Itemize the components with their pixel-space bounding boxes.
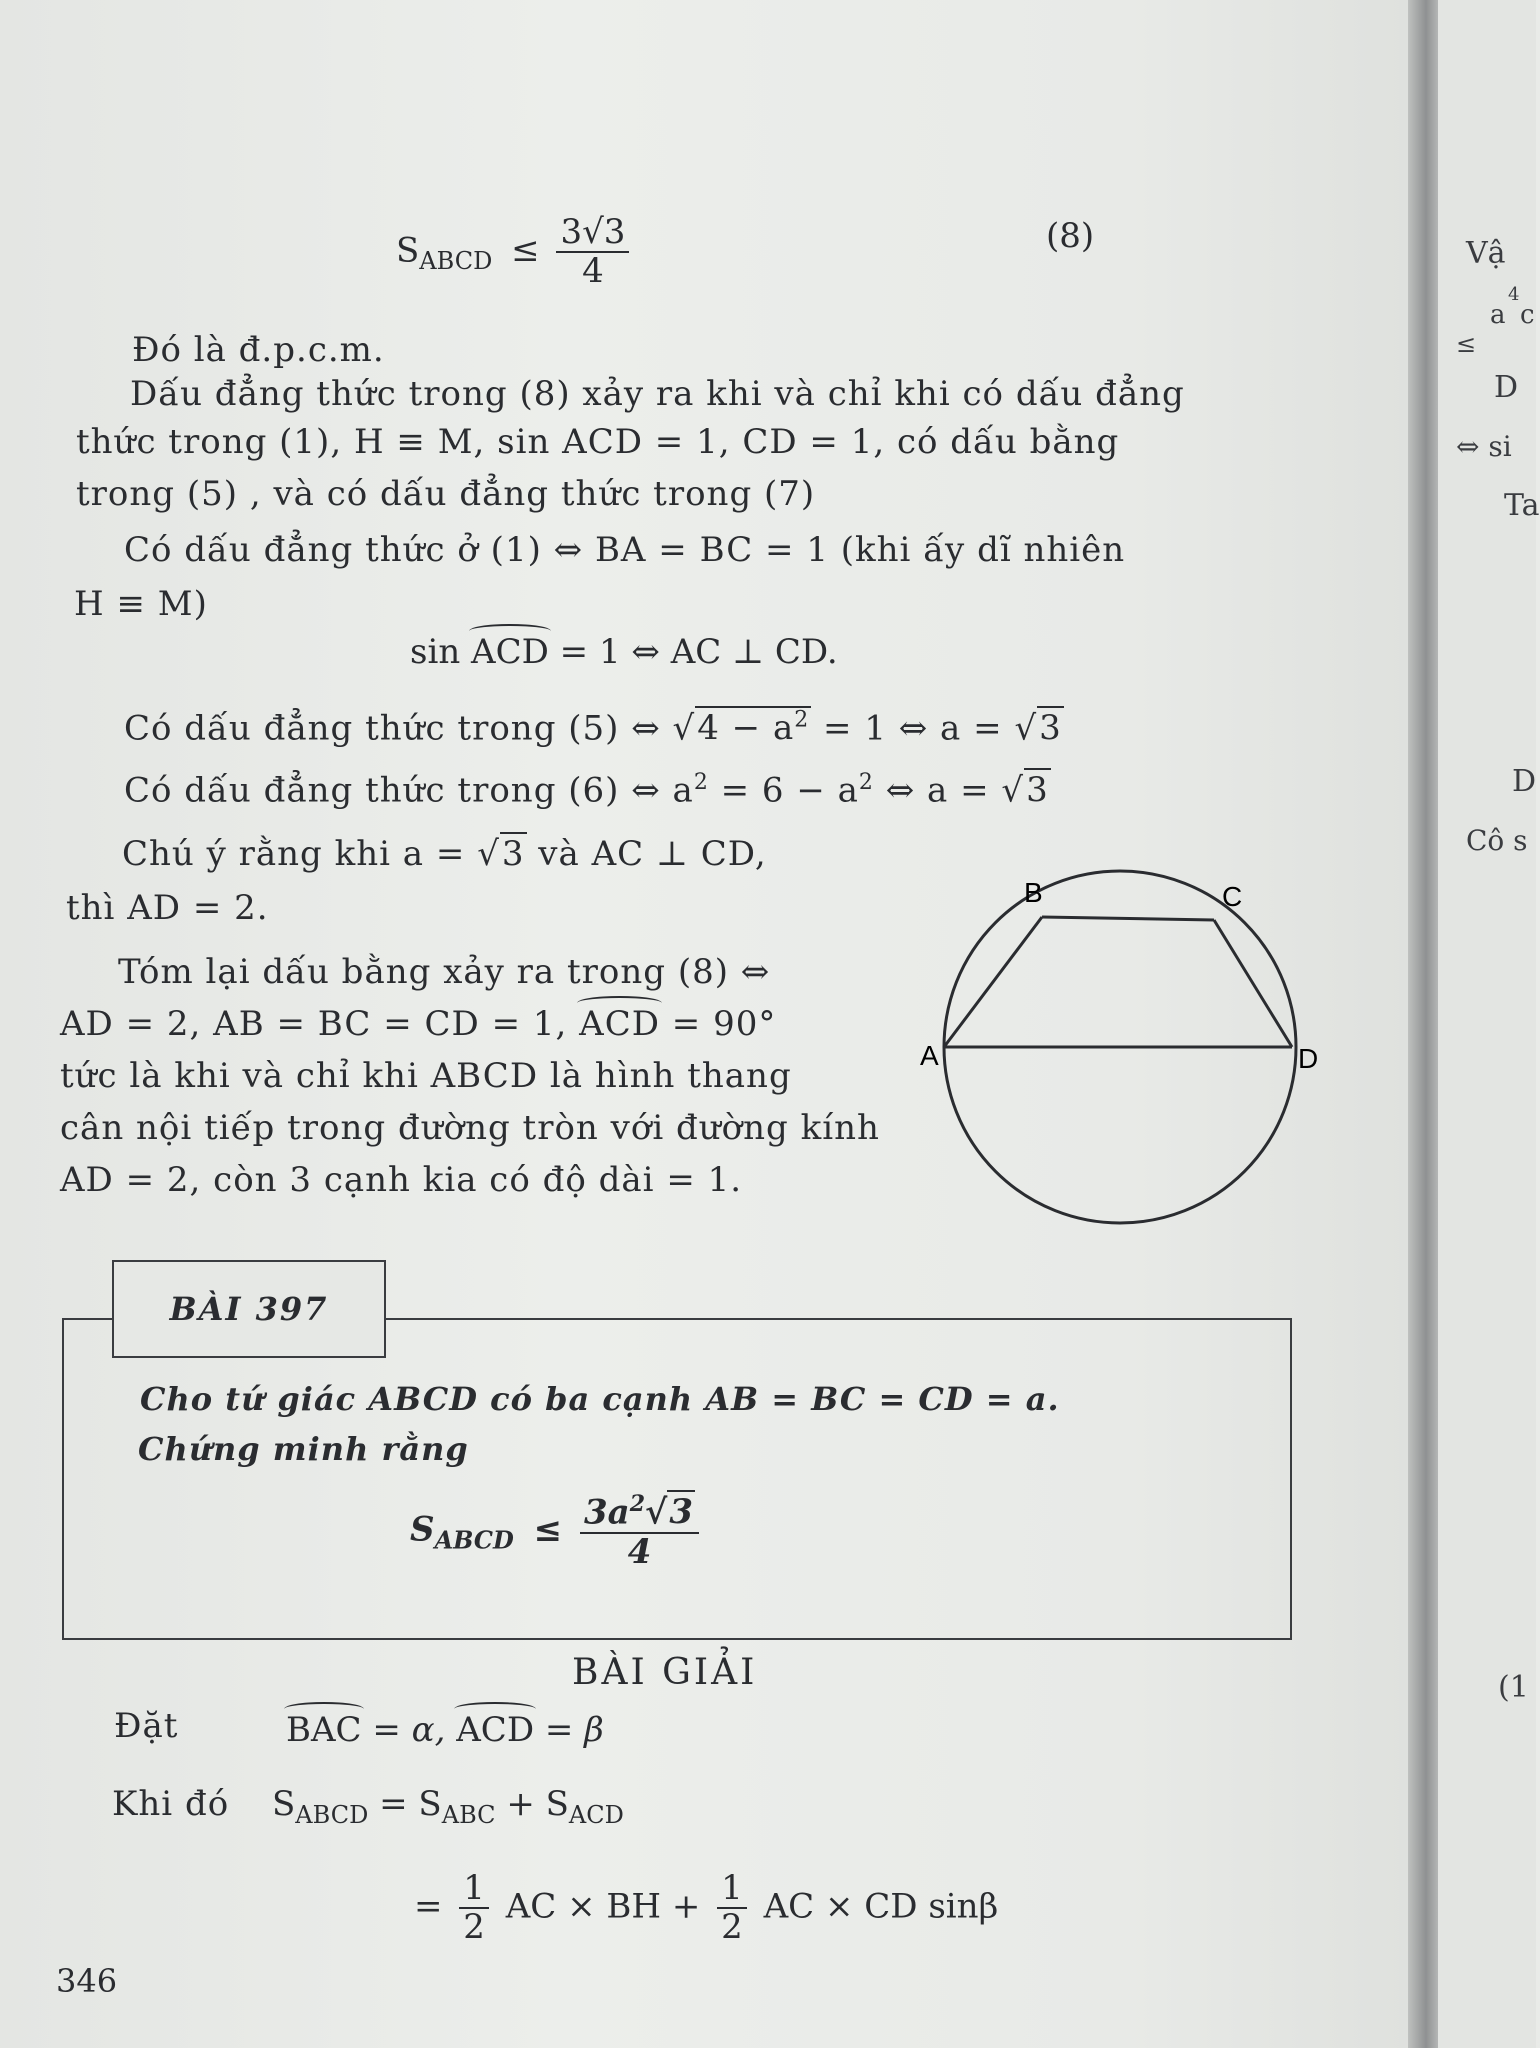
summary-line5: AD = 2, còn 3 cạnh kia có độ dài = 1. <box>60 1160 743 1200</box>
label-A: A <box>920 1040 939 1071</box>
trapezoid-circle-figure <box>920 870 1320 1220</box>
solution-heading: BÀI GIẢI <box>572 1652 758 1693</box>
next-page-fragment: ⇔ si <box>1456 430 1512 463</box>
next-page-fragment: D <box>1494 370 1519 405</box>
next-page-fragment: Ta <box>1504 488 1540 523</box>
page-number: 346 <box>56 1962 118 2000</box>
sin-equation: sin ACD = 1 ⇔ AC ⊥ CD. <box>410 632 838 672</box>
next-page-fragment: (1 <box>1498 1670 1529 1705</box>
label-C: C <box>1222 881 1243 912</box>
side-BC <box>1042 917 1214 920</box>
para1-line3: trong (5) , và có dấu đẳng thức trong (7) <box>76 474 816 514</box>
para1-line2: thức trong (1), H ≡ M, sin ACD = 1, CD = 1, có dấu bằng <box>76 422 1120 462</box>
dat-equation: BAC = α, ACD = β <box>286 1710 604 1750</box>
label-D: D <box>1298 1043 1319 1074</box>
line-note: Chú ý rằng khi a = √3 và AC ⊥ CD, <box>122 834 767 874</box>
next-page-fragment: ≤ <box>1456 330 1477 358</box>
area-expansion: = $\frac{1}{2}$ AC × BH + $\frac{1}{2}$ AC × CD sinβ <box>414 1868 999 1948</box>
problem-inequality: $S_{ABCD}$ ≤ $\frac{3a^2√3}{4}$ <box>410 1492 705 1571</box>
summary-line1: Tóm lại dấu bằng xảy ra trong (8) ⇔ <box>118 952 771 992</box>
summary-line2: AD = 2, AB = BC = CD = 1, ACD = 90° <box>60 1004 777 1044</box>
para2-line2: H ≡ M) <box>74 584 208 624</box>
para1-line1: Dấu đẳng thức trong (8) xảy ra khi và chỉ khi có dấu đẳng <box>130 374 1185 414</box>
equation-tag: (8) <box>1046 216 1095 256</box>
dat-label: Đặt <box>114 1706 179 1746</box>
side-CD <box>1214 920 1292 1047</box>
next-page-edge <box>1438 0 1540 2048</box>
summary-line4: cân nội tiếp trong đường tròn với đường kính <box>60 1108 880 1148</box>
area-equation: $S_{ABCD} = S_{ABC} + S_{ACD}$ <box>272 1784 624 1829</box>
summary-line3: tức là khi và chỉ khi ABCD là hình thang <box>60 1056 792 1096</box>
next-page-fragment: Cô s <box>1466 824 1528 857</box>
next-page-fragment: 4 <box>1508 284 1520 305</box>
book-spine <box>1408 0 1438 2048</box>
line-equality-6: Có dấu đẳng thức trong (6) ⇔ $a^2 = 6 - a^2$ ⇔ a = √3 <box>124 770 1049 811</box>
line-then: thì AD = 2. <box>66 888 269 928</box>
side-AB <box>944 917 1042 1047</box>
problem-line2: Chứng minh rằng <box>138 1430 469 1468</box>
equation-8: $S_{ABCD}$ ≤ $\frac{3√3}{4}$ <box>396 214 635 291</box>
khido-label: Khi đó <box>112 1784 230 1824</box>
para2-line1: Có dấu đẳng thức ở (1) ⇔ BA = BC = 1 (khi ấy dĩ nhiên <box>124 530 1126 570</box>
line-equality-5: Có dấu đẳng thức trong (5) ⇔ $√4 - a^2 = 1$ ⇔ a = √3 <box>124 708 1062 749</box>
problem-box <box>62 1318 1292 1640</box>
dpcm-line: Đó là đ.p.c.m. <box>132 330 385 370</box>
label-B: B <box>1024 877 1043 908</box>
problem-tab: BÀI 397 <box>112 1260 386 1358</box>
problem-line1: Cho tứ giác ABCD có ba cạnh AB = BC = CD = a. <box>140 1380 1060 1418</box>
next-page-fragment: D <box>1512 764 1537 799</box>
next-page-fragment: a <box>1490 300 1506 330</box>
next-page-fragment: c <box>1520 300 1535 330</box>
next-page-fragment: Vậ <box>1466 236 1506 271</box>
